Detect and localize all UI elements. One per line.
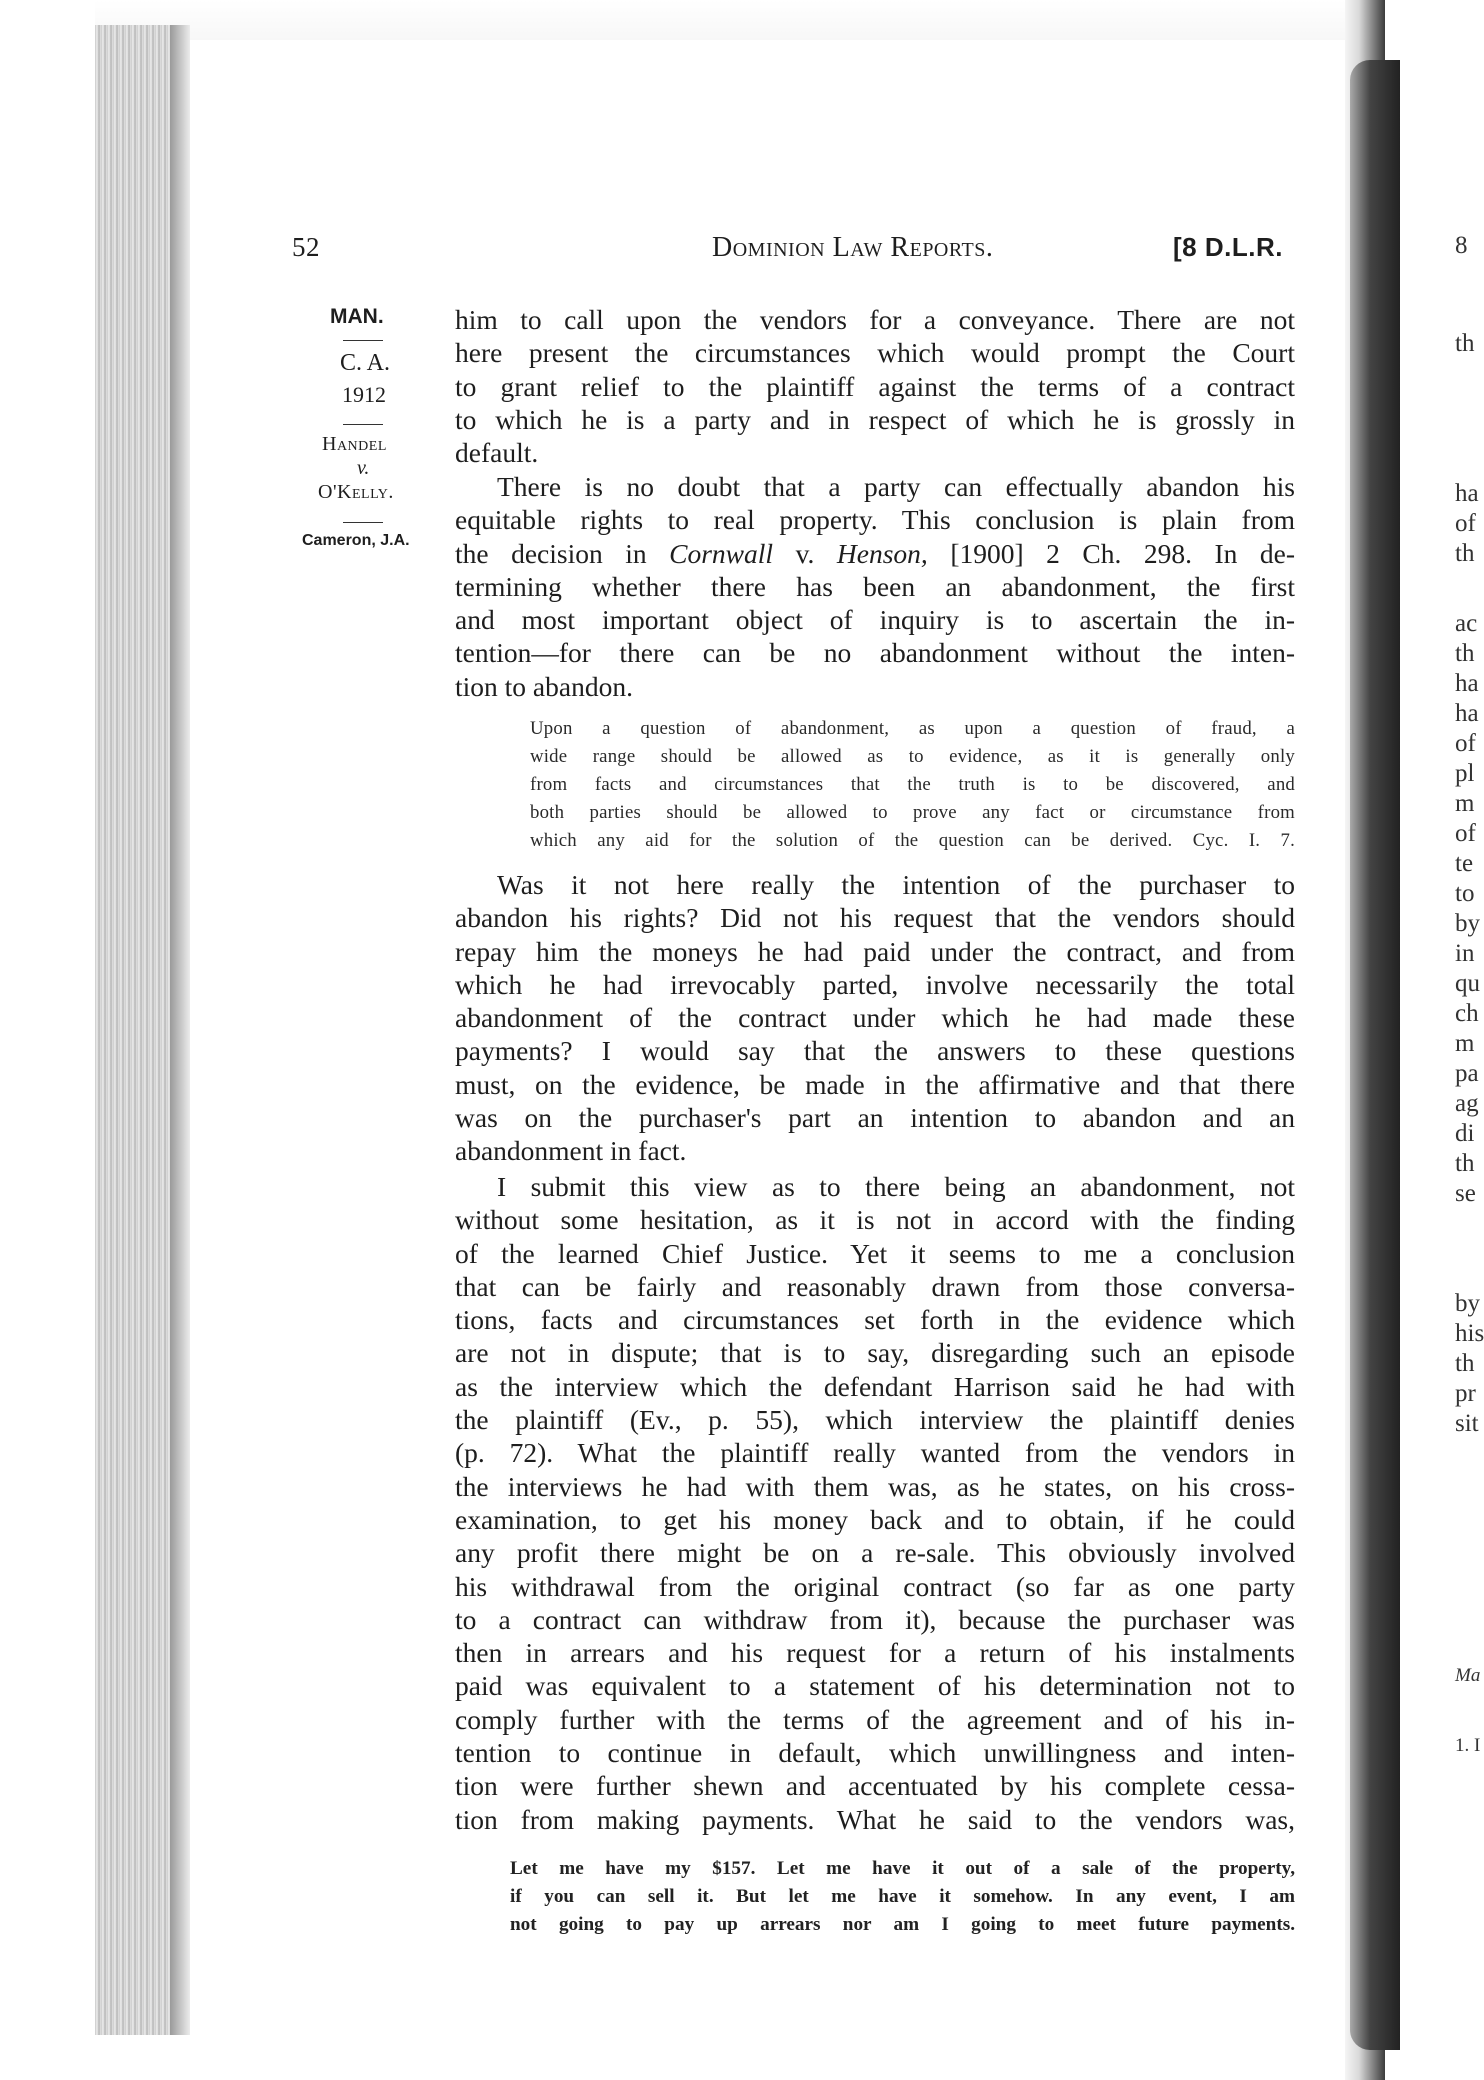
sidenote-case-party-2: O'Kelly. [318, 481, 394, 503]
text-line: I submit this view as to there being an abandonment, not [497, 1171, 1295, 1202]
facing-page-fragment: Ma [1455, 1665, 1481, 1686]
facing-page-fragment: th [1455, 640, 1475, 667]
facing-page-fragment: qu [1455, 970, 1480, 997]
text-line: the interviews he had with them was, as he states, on his cross- [455, 1470, 1295, 1502]
sidenote-rule [343, 424, 383, 425]
facing-page-fragment: ag [1455, 1090, 1479, 1117]
facing-page-fragment: in [1455, 940, 1475, 967]
text-line: here present the circumstances which would prompt the Court [455, 337, 1295, 369]
book-spine [1350, 60, 1400, 2050]
paragraph-2 [455, 470, 1295, 703]
facing-page-fragment: th [1455, 330, 1475, 357]
facing-page-fragment: m [1455, 790, 1475, 817]
facing-page-fragment: his [1455, 1320, 1484, 1347]
sidenote-rule [343, 522, 383, 523]
sidenote-year: 1912 [342, 382, 386, 407]
text-line: his withdrawal from the original contract (so far as one party [455, 1570, 1295, 1602]
text-line: examination, to get his money back and to obtain, if he could [455, 1503, 1295, 1535]
text-line: tion from making payments. What he said to the vendors was, [455, 1803, 1295, 1835]
facing-page-fragment: pa [1455, 1060, 1479, 1087]
case-name-henson: Henson, [836, 537, 928, 569]
text-line: and most important object of inquiry is to ascertain the in- [455, 604, 1295, 636]
facing-page-fragment: pr [1455, 1380, 1476, 1407]
quote-line: Upon a question of abandonment, as upon a question of fraud, a [530, 718, 1295, 739]
facing-page-fragment: pl [1455, 760, 1475, 787]
text-line: are not in dispute; that is to say, disregarding such an episode [455, 1337, 1295, 1369]
text-line: Was it not here really the intention of the purchaser to [497, 869, 1295, 900]
text-line: termining whether there has been an abandonment, the first [455, 570, 1295, 602]
case-name-cornwall: Cornwall [669, 537, 774, 569]
facing-page-fragment: 1. I [1455, 1735, 1481, 1756]
text-line: There is no doubt that a party can effectually abandon his [497, 471, 1295, 502]
facing-page-fragment: ac [1455, 610, 1478, 637]
page-number: 52 [292, 232, 320, 262]
text-line: abandonment of the contract under which he had made these [455, 1002, 1295, 1034]
text-line: him to call upon the vendors for a conveyance. There are not [455, 304, 1295, 335]
text-line-part: the decision in [455, 537, 670, 569]
text-line [455, 537, 1295, 570]
text-line: payments? I would say that the answers to these questions [455, 1035, 1295, 1067]
text-line: tion were further shewn and accentuated by his complete cessa- [455, 1770, 1295, 1802]
text-line: then in arrears and his request for a return of his instalments [455, 1637, 1295, 1669]
text-line: paid was equivalent to a statement of his determination not to [455, 1670, 1295, 1702]
facing-page-fragment: to [1455, 880, 1475, 907]
page-top-margin [95, 0, 1350, 40]
text-line: the plaintiff (Ev., p. 55), which interview the plaintiff denies [455, 1404, 1295, 1436]
text-line: tion to abandon. [455, 670, 633, 702]
paragraph-4 [455, 1170, 1295, 1836]
sidenote-case-versus: v. [357, 457, 370, 479]
facing-page-fragment: ha [1455, 700, 1479, 727]
facing-page-fragment: th [1455, 1350, 1475, 1377]
facing-page-fragment: te [1455, 850, 1474, 877]
facing-page-fragment: of [1455, 730, 1476, 757]
block-quote-plaintiff [510, 1855, 1295, 1939]
sidenote-court: C. A. [340, 350, 391, 376]
sidenote-case-party-1: Handel [322, 433, 387, 455]
text-line: tions, facts and circumstances set forth in the evidence which [455, 1304, 1295, 1336]
text-line: as the interview which the defendant Harrison said he had with [455, 1370, 1295, 1402]
quote-line: not going to pay up arrears nor am I going to meet future payments. [510, 1914, 1295, 1935]
text-line: tention to continue in default, which unwillingness and inten- [455, 1737, 1295, 1769]
text-line: tention—for there can be no abandonment without the inten- [455, 637, 1295, 669]
text-line: was on the purchaser's part an intention to abandon and an [455, 1102, 1295, 1134]
volume-reference: [8 D.L.R. [1173, 232, 1283, 262]
quote-line: which any aid for the solution of the question can be derived. Cyc. I. 7. [530, 830, 1295, 851]
facing-page-fragment: sit [1455, 1410, 1479, 1437]
paragraph-3 [455, 868, 1295, 1168]
facing-page-fragment: ha [1455, 480, 1479, 507]
sidenote-judge: Cameron, J.A. [302, 532, 410, 549]
text-line-part: v. [773, 537, 837, 569]
text-line: default. [455, 437, 539, 469]
text-line: to which he is a party and in respect of which he is grossly in [455, 403, 1295, 435]
text-line: without some hesitation, as it is not in accord with the finding [455, 1204, 1295, 1236]
text-line: (p. 72). What the plaintiff really wanted from the vendors in [455, 1437, 1295, 1469]
facing-page-fragment: m [1455, 1030, 1475, 1057]
facing-page-fragment: by [1455, 910, 1480, 937]
page-edge-shadow [170, 25, 190, 2035]
quote-line: wide range should be allowed as to evidence, as it is generally only [530, 746, 1295, 767]
text-line: equitable rights to real property. This conclusion is plain from [455, 504, 1295, 536]
paragraph-1 [455, 303, 1295, 469]
text-line: that can be fairly and reasonably drawn from those conversa- [455, 1270, 1295, 1302]
quote-line: both parties should be allowed to prove any fact or circumstance from [530, 802, 1295, 823]
facing-page-fragment: th [1455, 1150, 1475, 1177]
text-line: any profit there might be on a re-sale. This obviously involved [455, 1537, 1295, 1569]
text-line: repay him the moneys he had paid under the contract, and from [455, 935, 1295, 967]
text-line: to a contract can withdraw from it), because the purchaser was [455, 1603, 1295, 1635]
text-line-part: [1900] 2 Ch. 298. In de- [927, 537, 1295, 569]
text-line: of the learned Chief Justice. Yet it seems to me a conclusion [455, 1237, 1295, 1269]
text-line: comply further with the terms of the agreement and of his in- [455, 1703, 1295, 1735]
facing-page-fragment: of [1455, 510, 1476, 537]
text-line: to grant relief to the plaintiff against the terms of a contract [455, 370, 1295, 402]
facing-page-fragment: by [1455, 1290, 1480, 1317]
quote-line: Let me have my $157. Let me have it out of a sale of the property, [510, 1858, 1295, 1879]
facing-page-fragment: 8 [1455, 232, 1468, 259]
facing-page-fragment: se [1455, 1180, 1476, 1207]
facing-page-fragment: of [1455, 820, 1476, 847]
text-line: must, on the evidence, be made in the affirmative and that there [455, 1068, 1295, 1100]
text-line: abandon his rights? Did not his request that the vendors should [455, 902, 1295, 934]
sidenote-province: MAN. [330, 305, 384, 328]
quote-line: from facts and circumstances that the truth is to be discovered, and [530, 774, 1295, 795]
text-line: which he had irrevocably parted, involve necessarily the total [455, 968, 1295, 1000]
facing-page-fragment: ha [1455, 670, 1479, 697]
facing-page-fragment: di [1455, 1120, 1475, 1147]
facing-page-fragment: ch [1455, 1000, 1479, 1027]
facing-page-fragment: th [1455, 540, 1475, 567]
text-line: abandonment in fact. [455, 1135, 687, 1167]
running-title: Dominion Law Reports. [712, 232, 994, 263]
block-quote-cyc [530, 715, 1295, 855]
quote-line: if you can sell it. But let me have it somehow. In any event, I am [510, 1886, 1295, 1907]
sidenote-rule [343, 340, 383, 341]
